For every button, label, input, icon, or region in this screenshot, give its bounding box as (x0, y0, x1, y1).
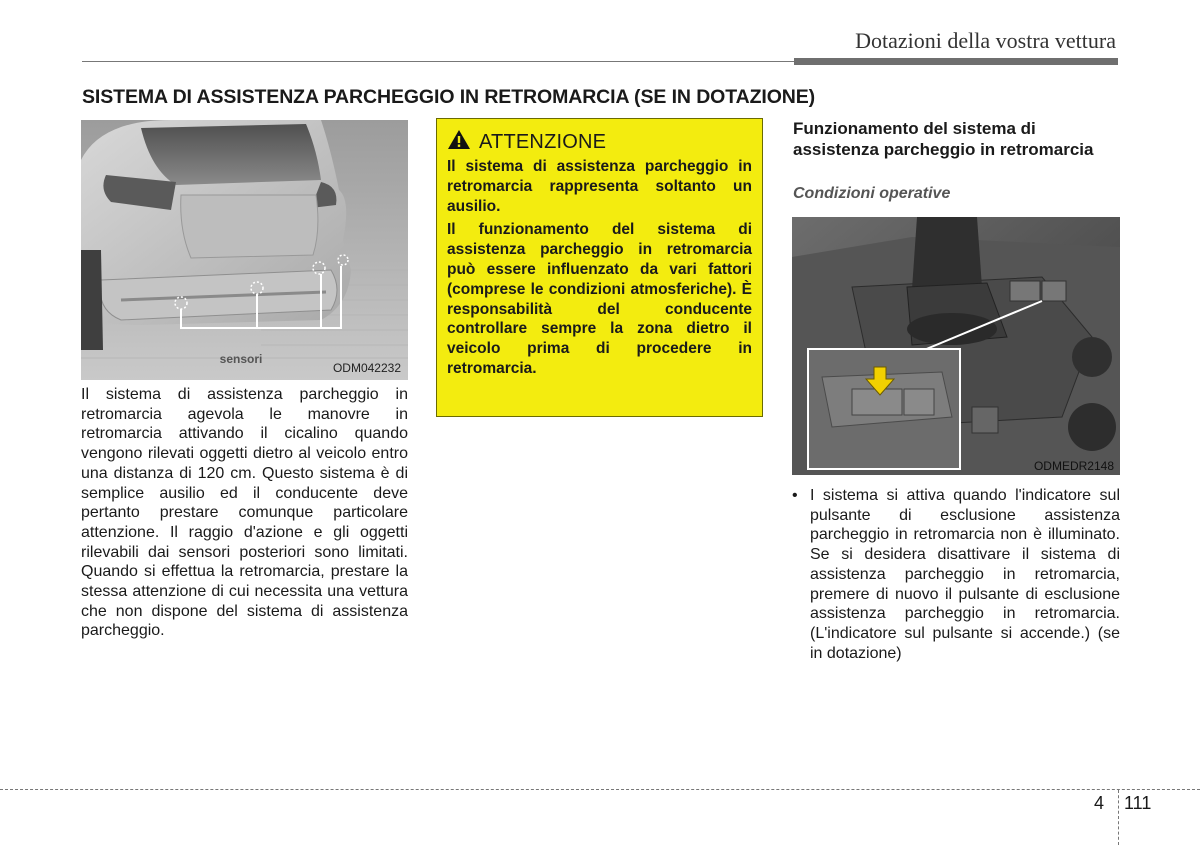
header-rule-thick (794, 58, 1118, 65)
bullet-icon: • (792, 487, 798, 504)
figure-gear-shifter (792, 217, 1120, 475)
subsection-heading: Funzionamento del sistema di assistenza parcheggio in retromarcia (793, 119, 1094, 159)
warning-paragraph: Il funzionamento del sistema di assistenza parcheggio in retromarcia può essere influenzato da vari fattori (comprese le condizioni atmosferiche). È responsabilità del conducente controllare sempre la zona dietro il veicolo prima di procedere in retromarcia. (447, 221, 752, 377)
footer-rule (0, 789, 1200, 790)
header-rule (82, 61, 794, 62)
bullet-text: I sistema si attiva quando l'indicatore sul pulsante di esclusione assistenza parcheggio in retromarcia non è illuminato. Se si desidera disattivare il sistema di assistenza parcheggio in retromarcia, premere di nuovo il pulsante di esclusione assistenza parcheggio in retromarcia. (L'indicatore sul pulsante si accende.) (se in dotazione) (810, 487, 1120, 662)
warning-title: ATTENZIONE (479, 130, 607, 153)
page-heading: SISTEMA DI ASSISTENZA PARCHEGGIO IN RETROMARCIA (SE IN DOTAZIONE) (82, 86, 816, 108)
subsection-subheading: Condizioni operative (793, 185, 951, 202)
warning-triangle-icon (447, 129, 471, 155)
bullet-item (792, 486, 1120, 663)
figure-code: ODM042232 (332, 361, 401, 375)
page-number: 111 (1124, 793, 1152, 813)
footer-divider (1118, 790, 1119, 845)
section-title: Dotazioni della vostra vettura (855, 28, 1116, 53)
sensors-label: sensori (219, 352, 263, 366)
body-paragraph: Il sistema di assistenza parcheggio in retromarcia agevola le manovre in retromarcia attivando il cicalino quando vengono rilevati oggetti dietro al veicolo entro una distanza di 120 cm. Questo sistema è di semplice ausilio ed il conducente deve pertanto prestare comunque particolare attenzione. Il raggio d'azione e gli oggetti rilevabili dai sensori posteriori sono limitati. Quando si effettua la retromarcia, prestare la stessa attenzione di cui necessita una vettura che non dispone del sistema di assistenza parcheggio. (81, 386, 408, 640)
figure-rear-sensors (81, 120, 408, 380)
chapter-number: 4 (1094, 793, 1105, 813)
warning-header (447, 129, 752, 155)
warning-box (436, 118, 763, 417)
warning-paragraph: Il sistema di assistenza parcheggio in retromarcia rappresenta soltanto un ausilio. (447, 158, 752, 215)
figure-code: ODMEDR2148 (1033, 459, 1114, 473)
